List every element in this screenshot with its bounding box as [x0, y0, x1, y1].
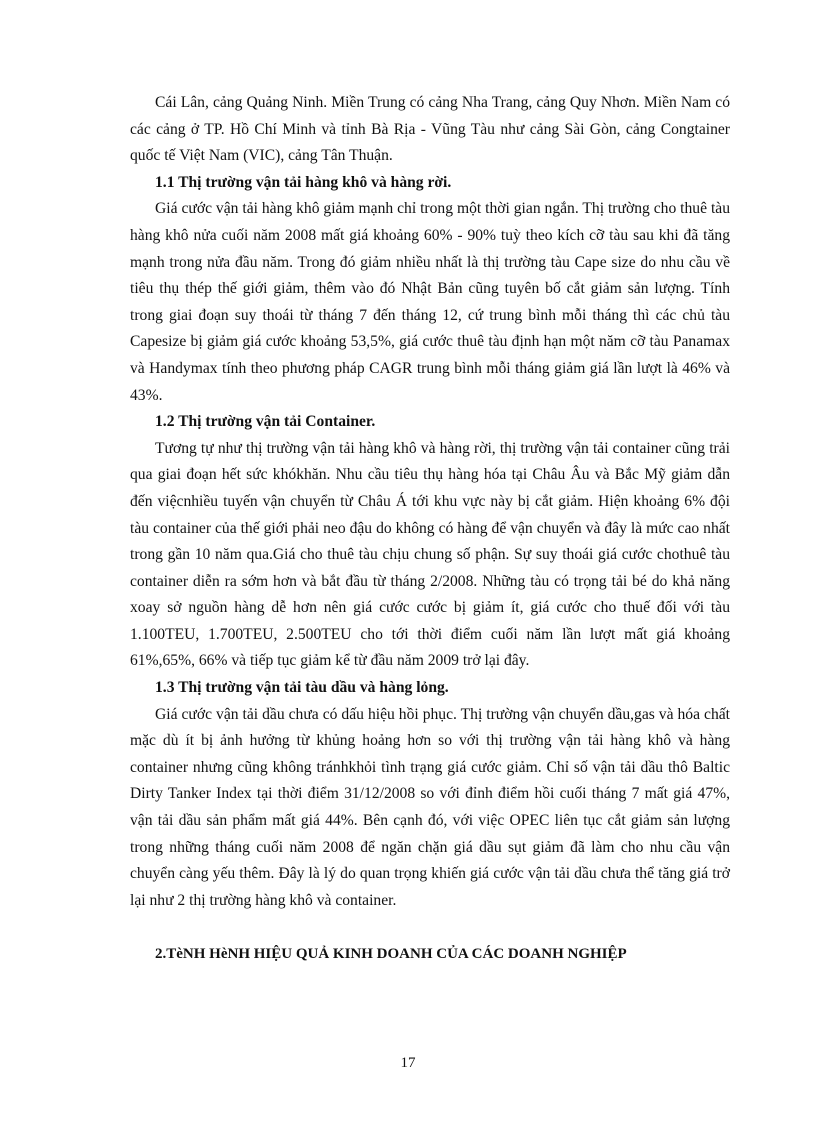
section-2-heading: 2.TèNH HèNH HIỆU QUẢ KINH DOANH CỦA CÁC DOANH NGHIỆP — [155, 946, 627, 963]
document-page — [130, 90, 730, 968]
page-number: 17 — [400, 1055, 416, 1071]
heading-1-2: 1.2 Thị trường vận tải Container. — [155, 413, 376, 431]
heading-1-3: 1.3 Thị trường vận tải tàu dầu và hàng lỏng. — [155, 679, 449, 697]
heading-1-1: 1.1 Thị trường vận tải hàng khô và hàng rời. — [155, 173, 452, 191]
paragraph-1-1: Giá cước vận tải hàng khô giảm mạnh chỉ trong một thời gian ngắn. Thị trường cho thuê tàu hàng khô nửa cuối năm 2008 mất giá khoảng 60% - 90% tuỳ theo kích cỡ tàu sau khi đã tăng mạnh trong nửa đầu năm. Trong đó giảm nhiều nhất là thị trường tàu Cape size do nhu cầu về tiêu thụ thép thế giới giảm, thêm vào đó Nhật Bản cũng tuyên bố cắt giảm sản lượng. Tính trong giai đoạn suy thoái từ tháng 7 đến tháng 12, cứ trung bình mỗi tháng thì các chủ tàu Capesize bị giảm giá cước khoảng 53,5%, giá cước thuê tàu định hạn một năm cỡ tàu Panamax và Handymax tính theo phương pháp CAGR trung bình mỗi tháng giảm giá lần lượt là 46% và 43%. — [130, 200, 730, 404]
intro-paragraph: Cái Lân, cảng Quảng Ninh. Miền Trung có cảng Nha Trang, cảng Quy Nhơn. Miền Nam có các cảng ở TP. Hồ Chí Minh và tỉnh Bà Rịa - Vũng Tàu như cảng Sài Gòn, cảng Congtainer quốc tế Việt Nam (VIC), cảng Tân Thuận. — [130, 94, 730, 165]
paragraph-1-3: Giá cước vận tải dầu chưa có dấu hiệu hồi phục. Thị trường vận chuyển dầu,gas và hóa chất mặc dù ít bị ảnh hưởng từ khủng hoảng hơn so với thị trường vận tải hàng khô và hàng container nhưng cũng không tránhkhỏi tình trạng giá cước giảm. Chỉ số vận tải dầu thô Baltic Dirty Tanker Index tại thời điểm 31/12/2008 so với đỉnh điểm hồi cuối tháng 7 mất giá 47%, vận tải dầu sản phẩm mất giá 44%. Bên cạnh đó, với việc OPEC liên tục cắt giảm sản lượng trong những tháng cuối năm 2008 để ngăn chặn giá dầu sụt giảm đã làm cho nhu cầu vận chuyển càng yếu thêm. Đây là lý do quan trọng khiến giá cước vận tải dầu chưa thể tăng giá trở lại như 2 thị trường hàng khô và container. — [130, 705, 730, 909]
paragraph-1-2: Tương tự như thị trường vận tải hàng khô và hàng rời, thị trường vận tải container cũng trải qua giai đoạn hết sức khókhăn. Nhu cầu tiêu thụ hàng hóa tại Châu Âu và Bắc Mỹ giảm dẫn đến việcnhiều tuyến vận chuyển từ Châu Á tới khu vực này bị cắt giảm. Hiện khoảng 6% đội tàu container của thế giới phải neo đậu do không có hàng để vận chuyển và đây là mức cao nhất trong gần 10 năm qua.Giá cho thuê tàu chịu chung số phận. Sự suy thoái giá cước chothuê tàu container diễn ra sớm hơn và bắt đầu từ tháng 2/2008. Những tàu có trọng tải bé do khả năng xoay sở nguồn hàng dễ hơn nên giá cước cước bị giảm ít, giá cước cho thuế đối với tàu 1.100TEU, 1.700TEU, 2.500TEU cho tới thời điểm cuối năm lần lượt mất giá khoảng 61%,65%, 66% và tiếp tục giảm kể từ đầu năm 2009 trở lại đây. — [130, 439, 730, 670]
